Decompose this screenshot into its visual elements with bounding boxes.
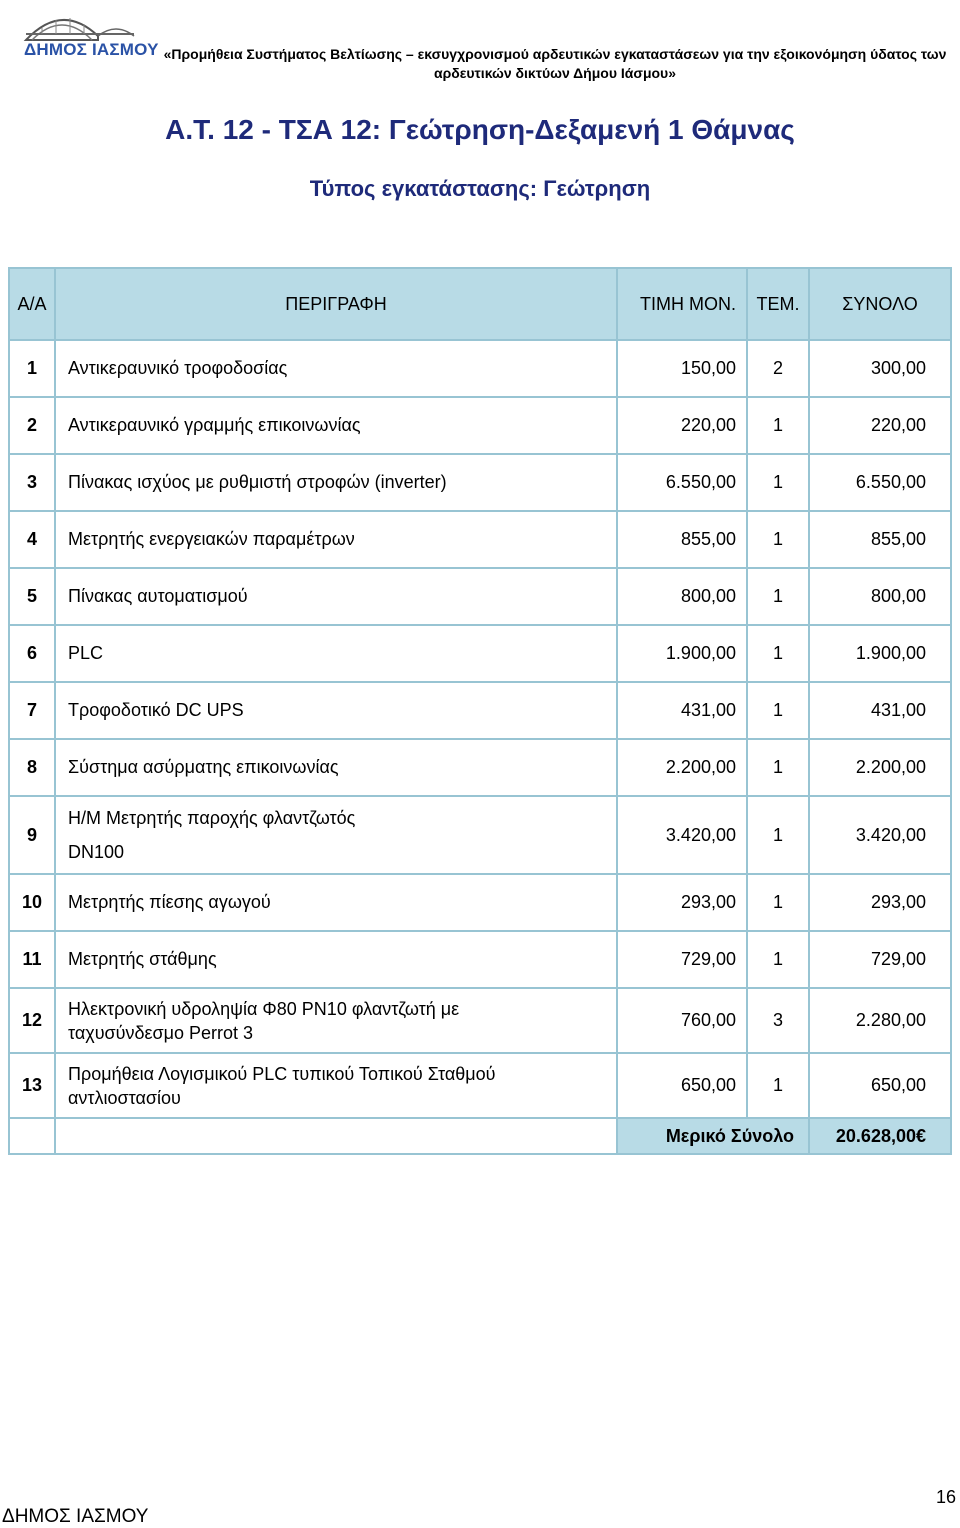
row-unit-price: 6.550,00 [617,454,747,511]
row-description-line1: Ηλεκτρονική υδροληψία Φ80 ΡΝ10 φλαντζωτή με [68,998,460,1019]
row-aa: 10 [9,874,55,931]
header-description: ΠΕΡΙΓΡΑΦΗ [55,268,617,340]
row-aa: 6 [9,625,55,682]
row-quantity: 1 [747,454,809,511]
row-unit-price: 760,00 [617,988,747,1053]
subtotal-blank-cell [55,1118,617,1154]
table-row [9,988,951,1053]
row-unit-price: 2.200,00 [617,739,747,796]
table-row [9,511,951,568]
table-row [9,397,951,454]
row-description: Αντικεραυνικό τροφοδοσίας [55,340,617,397]
table-row [9,454,951,511]
row-aa: 1 [9,340,55,397]
table-row [9,931,951,988]
row-aa: 5 [9,568,55,625]
page-header [0,0,960,90]
row-description: Μετρητής στάθμης [55,931,617,988]
row-quantity: 1 [747,1053,809,1118]
row-unit-price: 150,00 [617,340,747,397]
footer-municipality: ΔΗΜΟΣ ΙΑΣΜΟΥ [2,1506,149,1527]
table-row [9,340,951,397]
row-aa: 12 [9,988,55,1053]
row-total: 855,00 [809,511,951,568]
header-unit-price: ΤΙΜΗ ΜΟΝ. [617,268,747,340]
table-row [9,1053,951,1118]
row-description-line2: DN100 [68,842,125,862]
table-row [9,625,951,682]
row-aa: 13 [9,1053,55,1118]
row-total: 293,00 [809,874,951,931]
row-unit-price: 729,00 [617,931,747,988]
header-total: ΣΥΝΟΛΟ [809,268,951,340]
row-quantity: 1 [747,874,809,931]
page-title: Α.Τ. 12 - ΤΣΑ 12: Γεώτρηση-Δεξαμενή 1 Θάμνας [165,114,795,145]
row-unit-price: 855,00 [617,511,747,568]
subtotal-row [9,1118,951,1154]
row-total: 220,00 [809,397,951,454]
row-description [55,988,617,1053]
row-total: 650,00 [809,1053,951,1118]
table-row [9,682,951,739]
row-quantity: 1 [747,739,809,796]
row-total: 1.900,00 [809,625,951,682]
logo-text: ΔΗΜΟΣ ΙΑΣΜΟΥ [24,40,159,59]
row-aa: 9 [9,796,55,874]
row-total: 431,00 [809,682,951,739]
row-aa: 4 [9,511,55,568]
table-row [9,874,951,931]
subtotal-blank-cell [9,1118,55,1154]
row-aa: 8 [9,739,55,796]
project-subject: «Προμήθεια Συστήματος Βελτίωσης – εκσυγχρονισμού αρδευτικών εγκαταστάσεων για την εξοικονόμηση ύδατος των αρδευτικών δικτύων Δήμου Ιάσμου» [163,46,947,81]
row-quantity: 1 [747,568,809,625]
row-description [55,1053,617,1118]
row-description: Αντικεραυνικό γραμμής επικοινωνίας [55,397,617,454]
row-total: 6.550,00 [809,454,951,511]
row-description-line1: Προμήθεια Λογισμικού PLC τυπικού Τοπικού Σταθμού [68,1063,496,1084]
row-total: 3.420,00 [809,796,951,874]
row-description: Μετρητής ενεργειακών παραμέτρων [55,511,617,568]
row-description: Μετρητής πίεσης αγωγού [55,874,617,931]
row-description: Τροφοδοτικό DC UPS [55,682,617,739]
row-aa: 2 [9,397,55,454]
row-quantity: 1 [747,931,809,988]
row-description: Πίνακας αυτοματισμού [55,568,617,625]
row-unit-price: 1.900,00 [617,625,747,682]
table-row [9,796,951,874]
row-quantity: 1 [747,796,809,874]
row-unit-price: 293,00 [617,874,747,931]
row-total: 2.280,00 [809,988,951,1053]
row-unit-price: 220,00 [617,397,747,454]
row-unit-price: 650,00 [617,1053,747,1118]
subtotal-value: 20.628,00€ [809,1118,951,1154]
row-description: PLC [55,625,617,682]
row-unit-price: 800,00 [617,568,747,625]
row-quantity: 1 [747,511,809,568]
row-quantity: 3 [747,988,809,1053]
row-description-line2: αντλιοστασίου [68,1087,181,1108]
row-aa: 11 [9,931,55,988]
bridge-logo-icon [22,0,154,44]
row-description-line2: ταχυσύνδεσμο Perrot 3 [68,1022,254,1043]
municipality-logo [22,0,159,70]
items-table [8,267,952,1155]
row-aa: 7 [9,682,55,739]
row-description: Σύστημα ασύρματης επικοινωνίας [55,739,617,796]
row-description: Πίνακας ισχύος με ρυθμιστή στροφών (inverter) [55,454,617,511]
row-unit-price: 431,00 [617,682,747,739]
header-quantity: ΤΕΜ. [747,268,809,340]
table-header-row [9,268,951,340]
row-quantity: 1 [747,682,809,739]
row-quantity: 1 [747,625,809,682]
row-quantity: 1 [747,397,809,454]
row-total: 2.200,00 [809,739,951,796]
row-aa: 3 [9,454,55,511]
subtotal-label: Μερικό Σύνολο [617,1118,809,1154]
row-total: 300,00 [809,340,951,397]
row-total: 729,00 [809,931,951,988]
table-row [9,568,951,625]
page-number: 16 [935,1487,956,1507]
row-description-line1: Η/Μ Μετρητής παροχής φλαντζωτός [68,808,356,828]
row-description [55,796,617,874]
header-aa: Α/Α [9,268,55,340]
row-total: 800,00 [809,568,951,625]
table-row [9,739,951,796]
row-quantity: 2 [747,340,809,397]
row-unit-price: 3.420,00 [617,796,747,874]
page-subtitle: Τύπος εγκατάστασης: Γεώτρηση [309,176,651,201]
